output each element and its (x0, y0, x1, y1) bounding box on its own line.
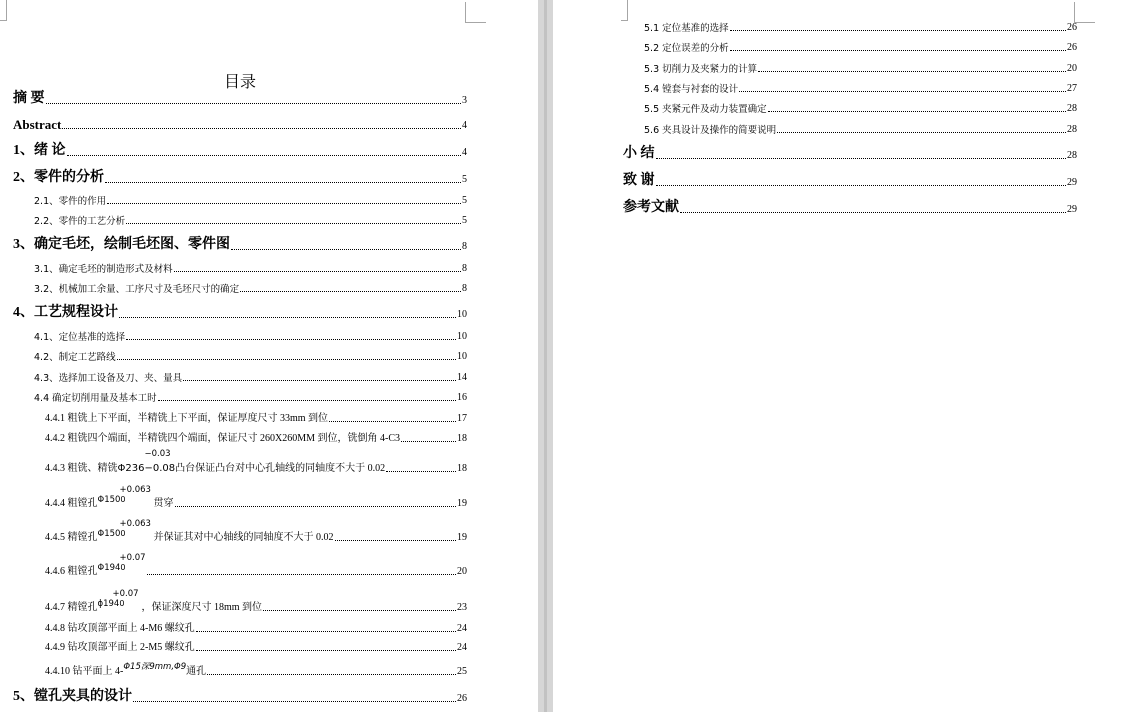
toc-leader (133, 701, 456, 702)
toc-entry-label: Abstract (13, 117, 62, 132)
toc-entry[interactable] (34, 264, 467, 274)
toc-entry-label: 参考文献 (623, 200, 679, 215)
tolerance-lower: 0 (119, 599, 125, 608)
toc-page-number: 20 (457, 566, 467, 577)
dimension-formula (97, 589, 142, 613)
toc-leader (126, 223, 461, 224)
toc-page-number: 8 (462, 283, 467, 294)
toc-leader (768, 111, 1066, 112)
page-gap (538, 0, 553, 712)
toc-leader (117, 359, 456, 360)
toc-page-number: 3 (462, 95, 467, 106)
toc-entry-prefix: 4.4.10 钻平面上 4- (45, 666, 124, 677)
toc-entry-label: 4.4.1 粗铣上下平面，半精铣上下平面，保证厚度尺寸 33mm 到位 (45, 413, 329, 424)
dimension-formula: Φ15深9mm,Φ9 (123, 662, 187, 672)
toc-entry-label: 2、零件的分析 (13, 170, 104, 185)
dimension-formula (97, 485, 154, 509)
toc-entry[interactable] (644, 43, 1077, 53)
toc-entry[interactable] (623, 201, 1077, 215)
page-separator (544, 0, 547, 712)
diameter-symbol-value: Φ236 (117, 463, 145, 474)
toc-entry-suffix: 凸台保证凸台对中心孔轴线的同轴度不大于 0.02 (175, 463, 386, 474)
toc-entry-label: 4.4.8 钻攻顶部平面上 4-M6 螺纹孔 (45, 623, 195, 634)
toc-entry[interactable] (34, 352, 467, 362)
toc-leader (386, 471, 456, 472)
toc-page-number: 19 (457, 532, 467, 543)
toc-entry[interactable] (45, 519, 467, 543)
page-corner-mark (465, 2, 486, 23)
tolerance-upper: +0.07 (112, 589, 139, 599)
toc-entry-suffix: 贯穿 (153, 498, 174, 509)
toc-entry-label: 2.1、零件的作用 (34, 195, 107, 207)
toc-page-number: 4 (462, 147, 467, 158)
toc-page-number: 26 (1067, 22, 1077, 33)
toc-entry-suffix: 通孔 (186, 666, 207, 677)
toc-leader (62, 128, 461, 129)
toc-entry[interactable] (13, 144, 467, 158)
dimension-formula (97, 519, 154, 543)
toc-page-number: 18 (457, 433, 467, 444)
toc-page-number: 10 (457, 309, 467, 320)
toc-page-number: 5 (462, 195, 467, 206)
toc-entry-label: 4.4.2 粗铣四个端面，半精铣四个端面，保证尺寸 260X260MM 到位，铣倒角 4-C3 (45, 433, 401, 444)
toc-page-number: 28 (1067, 103, 1077, 114)
toc-entry[interactable] (45, 553, 467, 577)
toc-page-number: 28 (1067, 150, 1077, 161)
toc-leader (175, 506, 457, 507)
toc-entry[interactable] (13, 238, 467, 252)
toc-entry-prefix: 4.4.4 粗镗孔 (45, 498, 98, 509)
toc-leader (126, 339, 456, 340)
toc-leader (329, 421, 456, 422)
toc-leader (758, 71, 1066, 72)
toc-entry-label: 5.3 切削力及夹紧力的计算 (644, 63, 758, 75)
toc-entry-label: 4.3、选择加工设备及刀、夹、量具 (34, 372, 183, 384)
diameter-symbol-value: Φ150 (97, 495, 121, 505)
toc-entry-label (45, 553, 146, 577)
toc-entry-label: 5.6 夹具设计及操作的简要说明 (644, 124, 777, 136)
toc-entry-suffix: ，保证深度尺寸 18mm 到位 (141, 602, 263, 613)
toc-page-number: 10 (457, 331, 467, 342)
toc-entry[interactable] (13, 171, 467, 185)
toc-entry-label: 1、绪 论 (13, 143, 66, 158)
toc-entry-label: 4.2、制定工艺路线 (34, 351, 116, 363)
toc-entry-prefix: 4.4.5 精镗孔 (45, 532, 98, 543)
toc-entry[interactable] (34, 216, 467, 226)
toc-entry-label (45, 589, 263, 613)
toc-entry-label: 2.2、零件的工艺分析 (34, 215, 126, 227)
toc-leader (730, 50, 1066, 51)
toc-entry[interactable] (45, 449, 467, 474)
page-corner-mark (1074, 2, 1095, 23)
toc-entry[interactable] (34, 373, 467, 383)
toc-leader (147, 574, 457, 575)
document-page-left (0, 0, 538, 712)
toc-leader (67, 155, 462, 156)
toc-entry[interactable] (13, 118, 467, 131)
toc-entry-label: 5.5 夹紧元件及动力装置确定 (644, 103, 767, 115)
toc-page-number: 19 (457, 498, 467, 509)
toc-page-number: 10 (457, 351, 467, 362)
tolerance-lower: 0 (120, 529, 126, 538)
toc-entry-label (45, 485, 174, 509)
dimension-formula (117, 449, 176, 474)
toc-leader (174, 271, 461, 272)
toc-page-number: 29 (1067, 177, 1077, 188)
toc-page-number: 24 (457, 623, 467, 634)
toc-page-number: 5 (462, 215, 467, 226)
toc-page-number: 4 (462, 120, 467, 131)
toc-entry-label (45, 662, 207, 677)
toc-entry[interactable] (45, 643, 467, 653)
toc-entry[interactable] (644, 104, 1077, 114)
toc-leader (119, 317, 456, 318)
tolerance-upper: +0.063 (119, 519, 151, 529)
toc-entry-prefix: 4.4.7 精镗孔 (45, 602, 98, 613)
toc-page-number: 5 (462, 174, 467, 185)
diameter-symbol-value: Φ150 (97, 529, 121, 539)
toc-entry-label: 4、工艺规程设计 (13, 305, 118, 320)
toc-page-number: 20 (1067, 63, 1077, 74)
toc-leader (207, 674, 456, 675)
toc-entry[interactable] (644, 23, 1077, 33)
toc-page-number: 25 (457, 666, 467, 677)
toc-title: 目录 (224, 72, 257, 91)
dimension-formula (97, 553, 146, 577)
toc-leader (240, 291, 461, 292)
toc-page-number: 24 (457, 642, 467, 653)
toc-leader (107, 203, 461, 204)
toc-leader (231, 249, 461, 250)
toc-leader (656, 158, 1067, 159)
toc-entry-label (45, 519, 334, 543)
toc-page-number: 16 (457, 392, 467, 403)
toc-entry[interactable] (45, 414, 467, 424)
toc-leader (196, 631, 456, 632)
toc-leader (158, 400, 456, 401)
toc-entry-label: 摘 要 (13, 91, 45, 106)
toc-entry-label: 5、镗孔夹具的设计 (13, 689, 132, 704)
toc-entry[interactable] (45, 434, 467, 444)
toc-entry[interactable] (34, 332, 467, 342)
document-page-right (553, 0, 1141, 712)
toc-leader (196, 650, 456, 651)
toc-entry[interactable] (34, 196, 467, 206)
toc-entry-label: 3.2、机械加工余量、工序尺寸及毛坯尺寸的确定 (34, 283, 240, 295)
tolerance-lower: 0 (120, 563, 126, 572)
diameter-symbol-value: Φ194 (97, 563, 121, 573)
toc-entry[interactable] (34, 284, 467, 294)
toc-entry[interactable] (644, 125, 1077, 135)
tolerance-lower: −0.08 (144, 463, 176, 474)
toc-entry[interactable] (45, 662, 467, 677)
tolerance-upper: +0.063 (119, 485, 151, 495)
toc-page-number: 8 (462, 241, 467, 252)
toc-entry-label: 4.1、定位基准的选择 (34, 331, 126, 343)
toc-entry-label: 3.1、确定毛坯的制造形式及材料 (34, 263, 173, 275)
diameter-symbol-value: ϕ194 (97, 599, 120, 609)
toc-entry[interactable] (45, 624, 467, 634)
toc-entry[interactable] (45, 485, 467, 509)
toc-entry[interactable] (623, 174, 1077, 188)
toc-entry-label: 5.4 镗套与衬套的设计 (644, 83, 739, 95)
toc-entry-label: 4.4.9 钻攻顶部平面上 2-M5 螺纹孔 (45, 642, 195, 653)
toc-entry[interactable] (13, 690, 467, 704)
toc-leader (335, 540, 457, 541)
toc-page-number: 17 (457, 413, 467, 424)
toc-entry-label: 小 结 (623, 146, 655, 161)
toc-page-number: 23 (457, 602, 467, 613)
toc-leader (730, 30, 1066, 31)
toc-page-number: 27 (1067, 83, 1077, 94)
toc-leader (656, 185, 1067, 186)
toc-page-number: 14 (457, 372, 467, 383)
page-corner-mark (0, 0, 7, 21)
toc-entry-label: 4.4 确定切削用量及基本工时 (34, 392, 157, 404)
toc-entry-suffix: 并保证其对中心轴线的同轴度不大于 0.02 (153, 532, 334, 543)
toc-entry-label: 5.1 定位基准的选择 (644, 22, 729, 34)
toc-entry-label: 致 谢 (623, 173, 655, 188)
toc-page-number: 18 (457, 463, 467, 474)
toc-entry-prefix: 4.4.6 粗镗孔 (45, 566, 98, 577)
toc-entry-prefix: 4.4.3 粗铣、精铣 (45, 463, 118, 474)
toc-page-number: 26 (457, 693, 467, 704)
toc-leader (777, 132, 1066, 133)
toc-leader (46, 103, 462, 104)
toc-entry[interactable] (644, 84, 1077, 94)
toc-leader (680, 212, 1066, 213)
toc-page-number: 26 (1067, 42, 1077, 53)
page-corner-mark (621, 0, 628, 21)
toc-entry[interactable] (644, 64, 1077, 74)
toc-entry[interactable] (623, 147, 1077, 161)
toc-leader (401, 441, 456, 442)
toc-page-number: 29 (1067, 204, 1077, 215)
tolerance-upper: −0.03 (144, 449, 171, 459)
toc-leader (263, 610, 456, 611)
toc-leader (739, 91, 1066, 92)
toc-page-number: 28 (1067, 124, 1077, 135)
toc-entry-label (45, 449, 386, 474)
toc-entry-label: 5.2 定位误差的分析 (644, 42, 729, 54)
toc-entry-label: 3、确定毛坯，绘制毛坯图、零件图 (13, 237, 230, 252)
toc-leader (183, 380, 456, 381)
toc-entry[interactable] (34, 393, 467, 403)
toc-entry[interactable] (13, 306, 467, 320)
toc-entry[interactable] (45, 589, 467, 613)
toc-page-number: 8 (462, 263, 467, 274)
tolerance-lower: 0 (120, 495, 126, 504)
toc-leader (105, 182, 461, 183)
tolerance-upper: +0.07 (119, 553, 146, 563)
toc-entry[interactable] (13, 92, 467, 106)
